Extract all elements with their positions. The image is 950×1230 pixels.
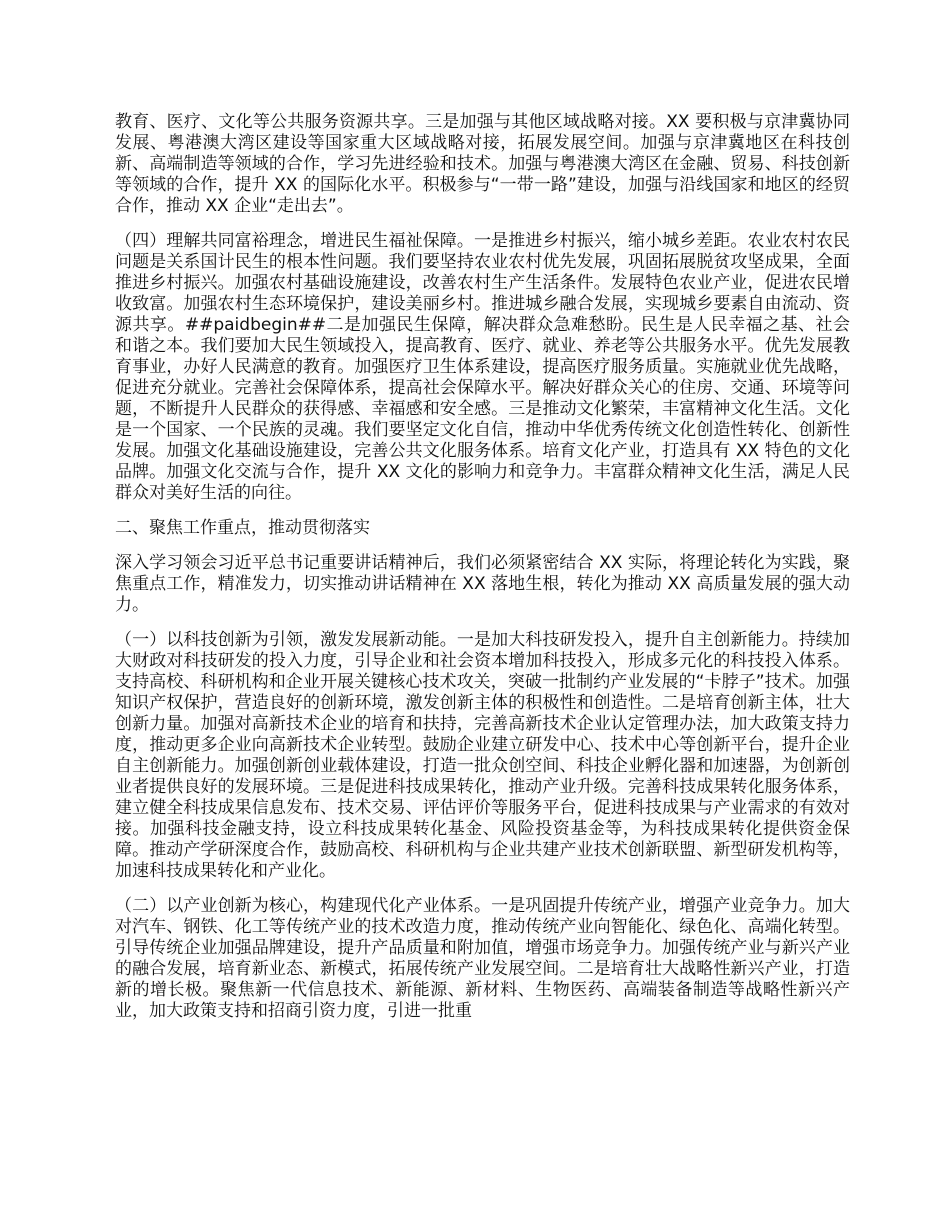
paragraph-regional-strategy: 教育、医疗、文化等公共服务资源共享。三是加强与其他区域战略对接。XX 要积极与京津冀协同发展、粤港澳大湾区建设等国家重大区域战略对接，拓展发展空间。加强与京津冀地区在科技创新、高端制造等领域的合作，学习先进经验和技术。加强与粤港澳大湾区在金融、贸易、科技创新等领域的合作，提升 XX 的国际化水平。积极参与“一带一路”建设，加强与沿线国家和地区的经贸合作，推动 XX 企业“走出去”。 [115,112,850,216]
document-page [115,112,850,1036]
paragraph-common-prosperity: （四）理解共同富裕理念，增进民生福祉保障。一是推进乡村振兴，缩小城乡差距。农业农村农民问题是关系国计民生的根本性问题。我们要坚持农业农村优先发展，巩固拓展脱贫攻坚成果，全面推进乡村振兴。加强农村基础设施建设，改善农村生产生活条件。发展特色农业产业，促进农民增收致富。加强农村生态环境保护，建设美丽乡村。推进城乡融合发展，实现城乡要素自由流动、资源共享。##paidbegin##二是加强民生保障，解决群众急难愁盼。民生是人民幸福之基、社会和谐之本。我们要加大民生领域投入，提高教育、医疗、就业、养老等公共服务水平。优先发展教育事业，办好人民满意的教育。加强医疗卫生体系建设，提高医疗服务质量。实施就业优先战略，促进充分就业。完善社会保障体系，提高社会保障水平。解决好群众关心的住房、交通、环境等问题，不断提升人民群众的获得感、幸福感和安全感。三是推动文化繁荣，丰富精神文化生活。文化是一个国家、一个民族的灵魂。我们要坚定文化自信，推动中华优秀传统文化创造性转化、创新性发展。加强文化基础设施建设，完善公共文化服务体系。培育文化产业，打造具有 XX 特色的文化品牌。加强文化交流与合作，提升 XX 文化的影响力和竞争力。丰富群众精神文化生活，满足人民群众对美好生活的向往。 [115,231,850,503]
paragraph-tech-innovation: （一）以科技创新为引领，激发发展新动能。一是加大科技研发投入，提升自主创新能力。持续加大财政对科技研发的投入力度，引导企业和社会资本增加科技投入，形成多元化的科技投入体系。支持高校、科研机构和企业开展关键核心技术攻关，突破一批制约产业发展的“卡脖子”技术。加强知识产权保护，营造良好的创新环境，激发创新主体的积极性和创造性。二是培育创新主体，壮大创新力量。加强对高新技术企业的培育和扶持，完善高新技术企业认定管理办法，加大政策支持力度，推动更多企业向高新技术企业转型。鼓励企业建立研发中心、技术中心等创新平台，提升企业自主创新能力。加强创新创业载体建设，打造一批众创空间、科技企业孵化器和加速器，为创新创业者提供良好的发展环境。三是促进科技成果转化，推动产业升级。完善科技成果转化服务体系，建立健全科技成果信息发布、技术交易、评估评价等服务平台，促进科技成果与产业需求的有效对接。加强科技金融支持，设立科技成果转化基金、风险投资基金等，为科技成果转化提供资金保障。推动产学研深度合作，鼓励高校、科研机构与企业共建产业技术创新联盟、新型研发机构等，加速科技成果转化和产业化。 [115,630,850,881]
section-heading-work-focus: 二、聚焦工作重点，推动贯彻落实 [115,518,370,538]
paragraph-implementation-intro: 深入学习领会习近平总书记重要讲话精神后，我们必须紧密结合 XX 实际，将理论转化为实践，聚焦重点工作，精准发力，切实推动讲话精神在 XX 落地生根，转化为推动 XX 高质量发展的强大动力。 [115,553,850,615]
paragraph-industry-innovation: （二）以产业创新为核心，构建现代化产业体系。一是巩固提升传统产业，增强产业竞争力。加大对汽车、钢铁、化工等传统产业的技术改造力度，推动传统产业向智能化、绿色化、高端化转型。引导传统企业加强品牌建设，提升产品质量和附加值，增强市场竞争力。加强传统产业与新兴产业的融合发展，培育新业态、新模式，拓展传统产业发展空间。二是培育壮大战略性新兴产业，打造新的增长极。聚焦新一代信息技术、新能源、新材料、生物医药、高端装备制造等战略性新兴产业，加大政策支持和招商引资力度，引进一批重 [115,896,850,1021]
